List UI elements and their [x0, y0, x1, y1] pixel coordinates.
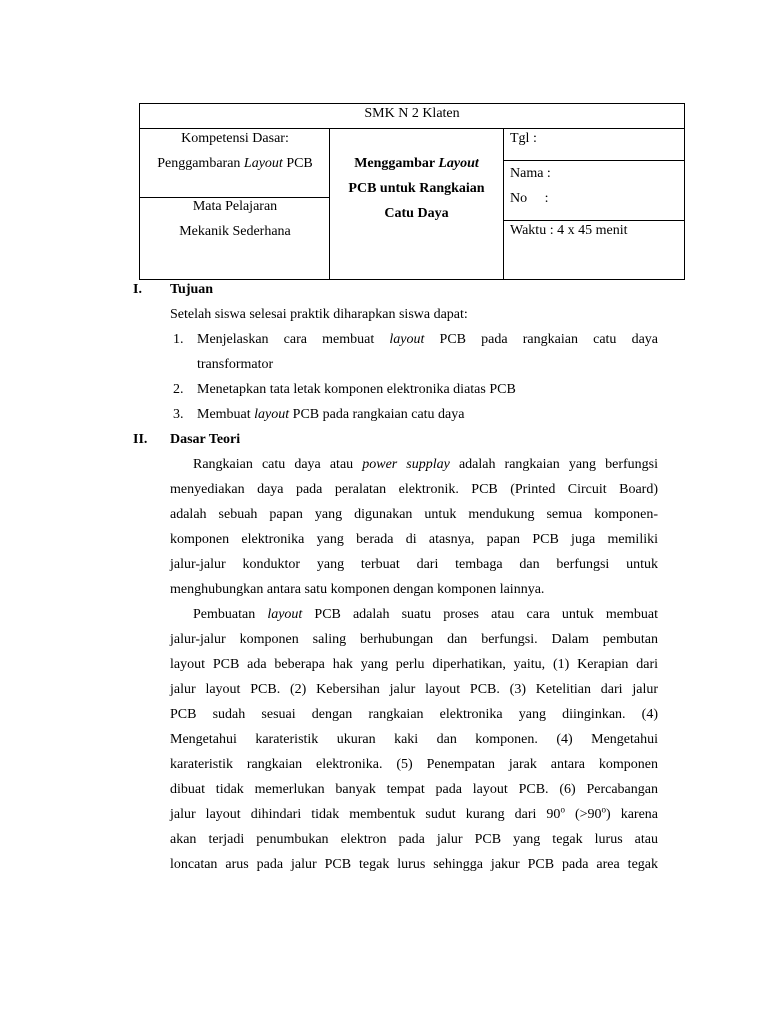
paragraph-2-line: jalur layout PCB. (2) Kebersihan jalur layout PCB. (3) Ketelitian dari jalur [170, 682, 658, 697]
student-field [504, 161, 684, 221]
competency-label: Kompetensi Dasar: [181, 131, 289, 146]
paragraph-1-line: menyediakan daya pada peralatan elektronik. PCB (Printed Circuit Board) [170, 482, 658, 497]
objective-item-1-cont: transformator [197, 357, 274, 372]
paragraph-2-line: dibuat tidak memerlukan banyak tempat pada layout PCB. (6) Percabangan [170, 782, 658, 797]
objective-item-2: 2. Menetapkan tata letak komponen elektronika diatas PCB [173, 382, 516, 397]
paragraph-2-line: akan terjadi penumbukan elektron pada jalur PCB yang tegak lurus atau [170, 832, 658, 847]
objective-item-3: 3. Membuat layout PCB pada rangkaian catu daya [173, 407, 465, 422]
paragraph-2-line: Pembuatan layout PCB adalah suatu proses atau cara untuk membuat [193, 607, 658, 622]
section-heading-2: II. Dasar Teori [133, 432, 241, 447]
objective-item-1: 1. Menjelaskan cara membuat layout PCB pada rangkaian catu daya [173, 332, 659, 347]
paragraph-1-line: menghubungkan antara satu komponen dengan komponen lainnya. [170, 582, 545, 597]
name-field: Nama : [510, 166, 551, 181]
section-heading-1: I. Tujuan [133, 282, 214, 297]
paragraph-2-line: jalur-jalur komponen saling berhubungan dan berfungsi. Dalam pembutan [170, 632, 658, 647]
time-field: Waktu : 4 x 45 menit [510, 223, 628, 238]
objectives-intro: Setelah siswa selesai praktik diharapkan siswa dapat: [170, 307, 468, 322]
paragraph-2-line: layout PCB ada beberapa hak yang perlu diperhatikan, yaitu, (1) Kerapian dari [170, 657, 658, 672]
paragraph-2-line: PCB sudah sesuai dengan rangkaian elektronika yang diinginkan. (4) [170, 707, 658, 722]
paragraph-2-line: loncatan arus pada jalur PCB tegak lurus sehingga jakur PCB pada area tegak [170, 857, 658, 872]
competency-value: Penggambaran Layout PCB [157, 156, 313, 171]
school-name: SMK N 2 Klaten [140, 104, 684, 129]
number-field: No : [510, 191, 549, 206]
competency-column [140, 129, 330, 280]
subject-value: Mekanik Sederhana [179, 224, 291, 239]
paragraph-2-line: karateristik rangkaian elektronika. (5) Penempatan jarak antara komponen [170, 757, 658, 772]
subject-label: Mata Pelajaran [192, 199, 278, 214]
paragraph-1-line: adalah sebuah papan yang digunakan untuk mendukung semua komponen- [170, 507, 658, 522]
competency-cell [140, 129, 330, 198]
subject-cell [140, 197, 330, 248]
paragraph-2-line: Mengetahui karateristik ukuran kaki dan komponen. (4) Mengetahui [170, 732, 658, 747]
date-field: Tgl : [504, 129, 684, 161]
paragraph-1-line: komponen elektronika yang berada di atasnya, papan PCB juga memiliki [170, 532, 658, 547]
info-column [504, 129, 684, 280]
paragraph-2-line: jalur layout dihindari tidak membentuk sudut kurang dari 90$^o$ $(>90^o)$ karena [170, 804, 659, 822]
header-table [139, 103, 685, 280]
worksheet-title: Menggambar Layout PCB untuk Rangkaian Catu Daya [330, 129, 504, 280]
paragraph-1-line: jalur-jalur konduktor yang terbuat dari tembaga dan berfungsi untuk [170, 557, 658, 572]
paragraph-1-line: Rangkaian catu daya atau power supplay adalah rangkaian yang berfungsi [193, 457, 658, 472]
